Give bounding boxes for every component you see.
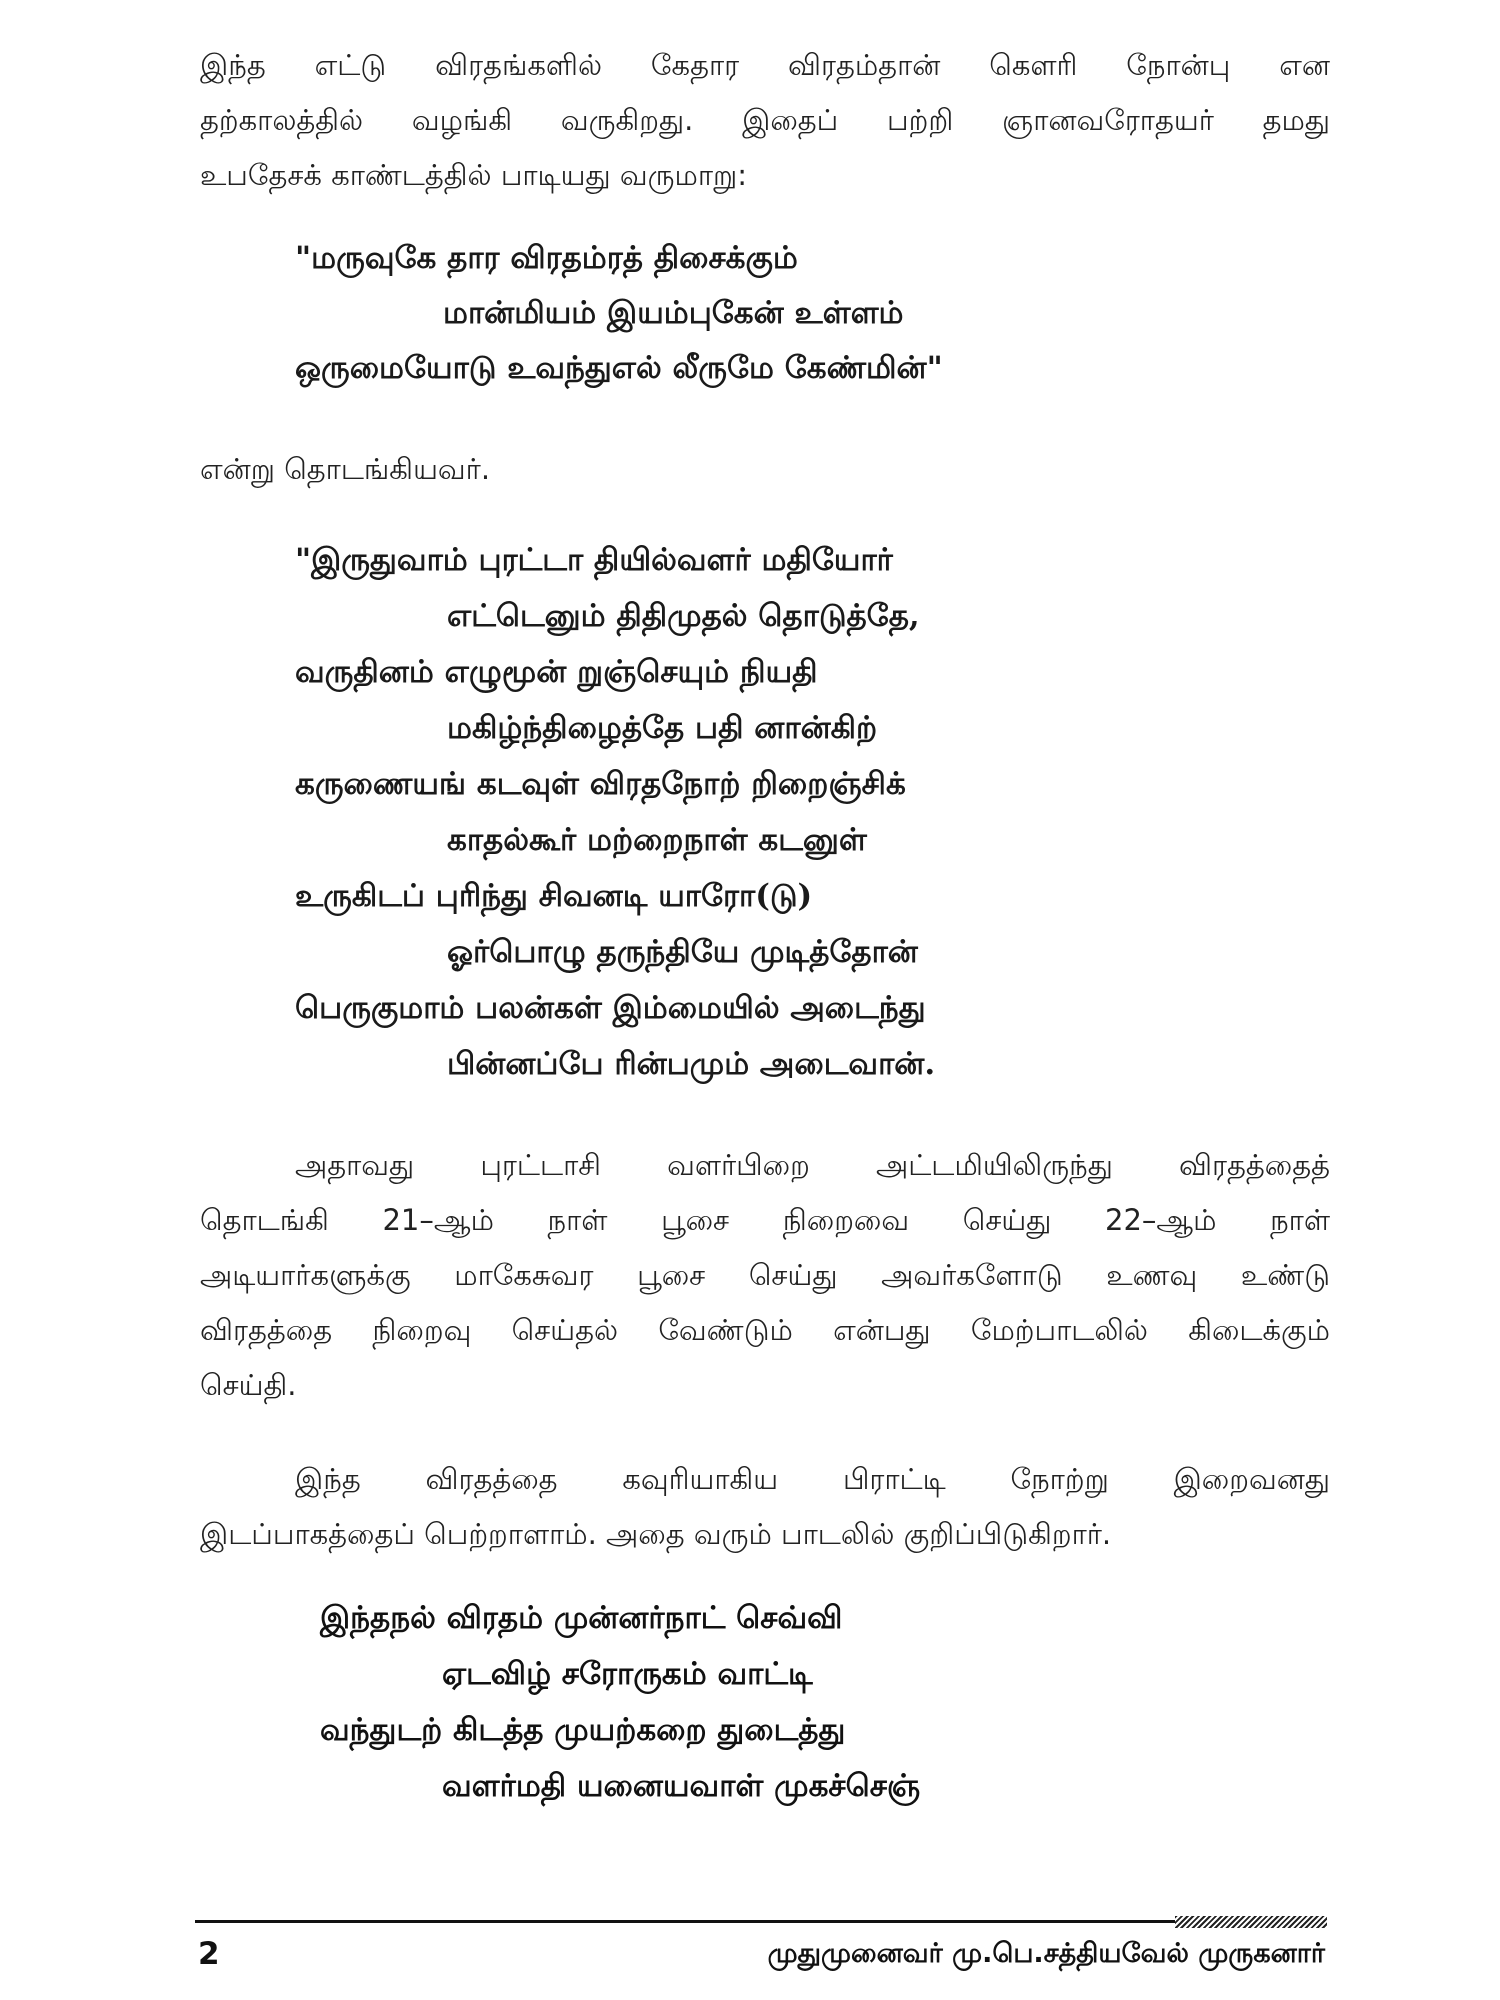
verse-line: "இருதுவாம் புரட்டா தியில்வளர் மதியோர் [295, 542, 893, 578]
verse-3 [320, 1600, 920, 1824]
verse-line: உருகிடப் புரிந்து சிவனடி யாரோ(டு) [295, 878, 813, 914]
text-line: இந்த எட்டு விரதங்களில் கேதார விரதம்தான் கௌரி நோன்பு என [200, 48, 1330, 82]
text-line: தற்காலத்தில் வழங்கி வருகிறது. இதைப் பற்றி ஞானவரோதயர் தமது [200, 103, 1330, 137]
text-line: அடியார்களுக்கு மாகேசுவர பூசை செய்து அவர்களோடு உணவு உண்டு [200, 1258, 1330, 1292]
verse-line: "மருவுகே தார விரதம்ரத் திசைக்கும் [295, 240, 798, 276]
text-line: அதாவது புரட்டாசி வளர்பிறை அட்டமியிலிருந்து விரதத்தைத் [295, 1148, 1330, 1182]
text-line: உபதேசக் காண்டத்தில் பாடியது வருமாறு: [200, 158, 747, 192]
text-line: இடப்பாகத்தைப் பெற்றாளாம். அதை வரும் பாடலில் குறிப்பிடுகிறார். [200, 1517, 1112, 1551]
verse-line: மகிழ்ந்திழைத்தே பதி னான்கிற் [447, 710, 878, 746]
verse-line: இந்தநல் விரதம் முன்னர்நாட் செவ்வி [320, 1600, 843, 1636]
footer-divider [195, 1920, 1325, 1923]
transition-paragraph [200, 442, 1330, 497]
verse-line: வருதினம் எழுமூன் றுஞ்செயும் நியதி [295, 654, 818, 690]
verse-line: வந்துடற் கிடத்த முயற்கறை துடைத்து [320, 1712, 846, 1748]
verse-line: ஓர்பொழு தருந்தியே முடித்தோன் [447, 934, 918, 970]
verse-1 [295, 240, 943, 405]
verse-line: பின்னப்பே ரின்பமும் அடைவான். [447, 1046, 936, 1082]
verse-line: எட்டெனும் திதிமுதல் தொடுத்தே, [447, 598, 920, 634]
text-line: என்று தொடங்கியவர். [200, 452, 491, 486]
text-line: இந்த விரதத்தை கவுரியாகிய பிராட்டி நோற்று இறைவனது [295, 1462, 1330, 1496]
explanation-paragraph [200, 1138, 1330, 1413]
gauri-paragraph [200, 1452, 1330, 1562]
verse-line: வளர்மதி யனையவாள் முகச்செஞ் [442, 1768, 921, 1804]
text-line: தொடங்கி 21–ஆம் நாள் பூசை நிறைவை செய்து 22–ஆம் நாள் [200, 1203, 1330, 1237]
text-line: செய்தி. [200, 1368, 297, 1402]
verse-2 [295, 542, 935, 1102]
verse-line: பெருகுமாம் பலன்கள் இம்மையில் அடைந்து [295, 990, 926, 1026]
verse-line: மான்மியம் இயம்புகேன் உள்ளம் [443, 295, 904, 331]
verse-line: ஒருமையோடு உவந்துஎல் லீருமே கேண்மின்" [295, 350, 943, 386]
page-number: 2 [198, 1936, 220, 1972]
verse-line: கருணையங் கடவுள் விரதநோற் றிறைஞ்சிக் [295, 766, 906, 802]
footer-hatch-decoration [1175, 1916, 1327, 1928]
verse-line: காதல்கூர் மற்றைநாள் கடனுள் [447, 822, 867, 858]
intro-paragraph [200, 38, 1330, 203]
text-line: விரதத்தை நிறைவு செய்தல் வேண்டும் என்பது மேற்பாடலில் கிடைக்கும் [200, 1313, 1330, 1347]
footer-author: முதுமுனைவர் மு.பெ.சத்தியவேல் முருகனார் [767, 1938, 1325, 1969]
verse-line: ஏடவிழ் சரோருகம் வாட்டி [442, 1656, 813, 1692]
